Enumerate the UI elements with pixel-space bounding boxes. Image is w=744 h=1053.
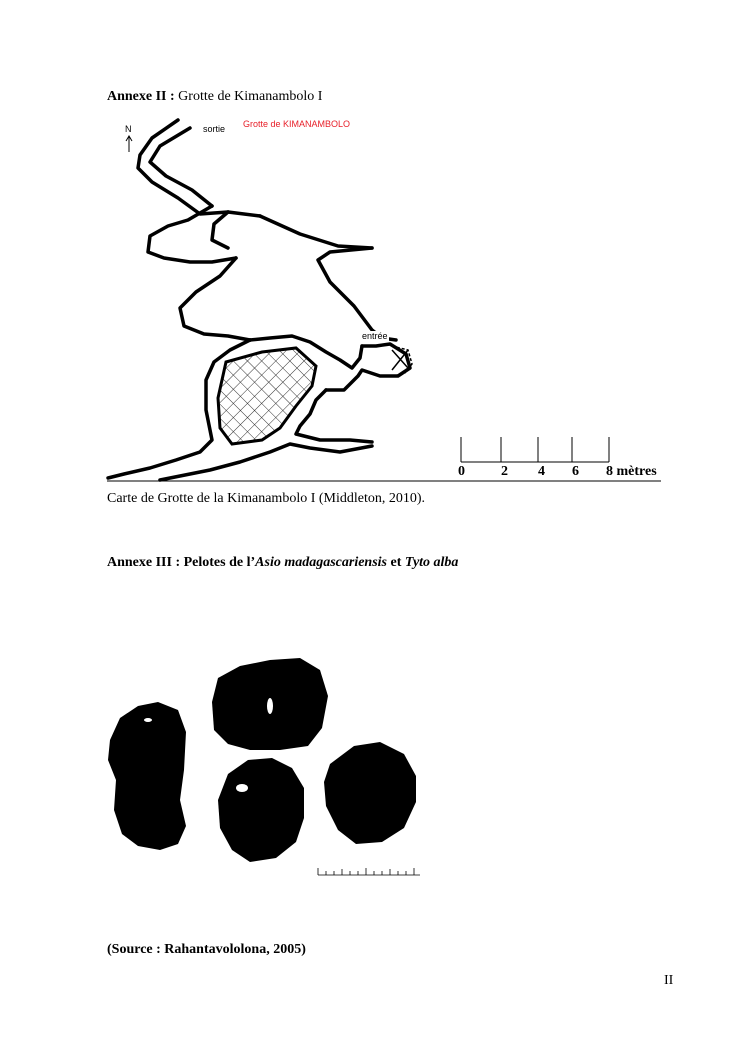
cave-name-label: Grotte de KIMANAMBOLO [243, 119, 351, 129]
species-tyto: Tyto alba [404, 555, 459, 570]
hatched-area [218, 348, 316, 444]
pellet-4 [324, 742, 416, 844]
page-number: II [664, 973, 674, 988]
pellet-1 [108, 702, 186, 850]
north-label: N [125, 124, 132, 134]
annex-iii-heading [107, 555, 458, 571]
photo-scale-ruler [318, 868, 420, 875]
annex-iii-label: Annexe III : Pelotes de l’ [107, 555, 256, 570]
pellets-image [100, 650, 430, 885]
scale-tick-2: 2 [501, 464, 508, 479]
species-asio: Asio madagascariensis [255, 555, 388, 570]
scale-tick-8-metres: 8 mètres [606, 464, 657, 479]
scale-tick-0: 0 [458, 464, 465, 479]
source-note: (Source : Rahantavololona, 2005) [107, 942, 306, 957]
annex-iii-joiner: et [387, 555, 405, 570]
annex-ii-label: Annexe II : [107, 89, 175, 104]
annex-ii-title: Grotte de Kimanambolo I [178, 89, 323, 104]
scale-tick-4: 4 [538, 464, 545, 479]
map-caption: Carte de Grotte de la Kimanambolo I (Middleton, 2010). [107, 491, 426, 506]
entree-label: entrée [362, 331, 388, 341]
pellet-3 [218, 758, 304, 862]
scale-tick-6: 6 [572, 464, 579, 479]
cave-map [0, 0, 744, 500]
scale-bar [461, 437, 609, 462]
north-arrow-icon [126, 136, 132, 152]
sortie-label: sortie [203, 124, 226, 134]
